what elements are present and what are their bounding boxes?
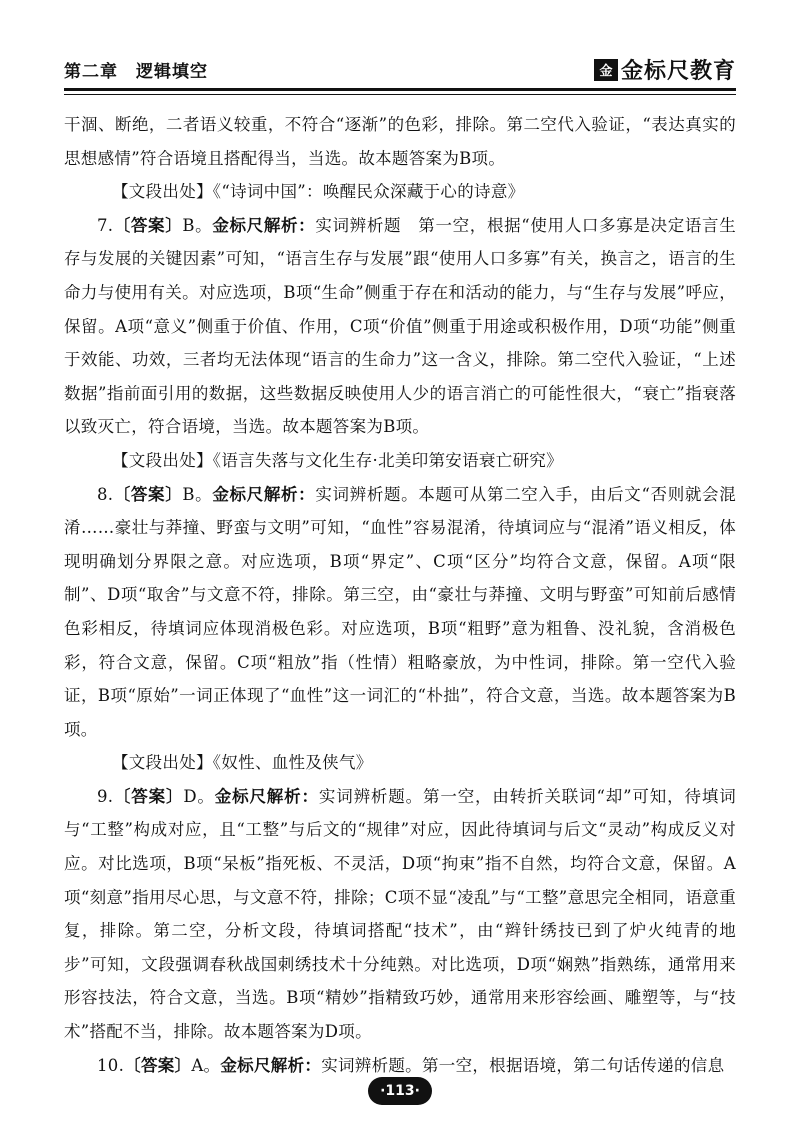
chapter-title: 第二章 逻辑填空 <box>64 62 208 82</box>
answer-9 <box>64 780 736 1049</box>
answer-7 <box>64 209 736 444</box>
analysis-label: 金标尺解析： <box>214 786 319 806</box>
analysis-label: 金标尺解析： <box>220 1055 322 1075</box>
question-number: 8. <box>97 484 114 504</box>
source-citation: 【文段出处】《“诗词中国”：唤醒民众深藏于心的诗意》 <box>112 182 525 202</box>
header-rule-thin <box>64 94 736 95</box>
question-number: 10. <box>97 1055 125 1075</box>
answer-label: 〔答案〕 <box>113 786 184 806</box>
brand-name: 金标尺教育 <box>620 59 736 84</box>
answer-8 <box>64 478 736 747</box>
answer-label: 〔答案〕 <box>113 215 183 235</box>
answer-choice: B。 <box>182 215 213 235</box>
answer-choice: D。 <box>183 786 215 806</box>
analysis-label: 金标尺解析： <box>212 215 316 235</box>
paragraph-continuation: 干涸、断绝，二者语义较重，不符合“逐渐”的色彩，排除。第二空代入验证，“表达真实的思想感情”符合语境且搭配得当，当选。故本题答案为B项。 <box>64 115 736 168</box>
answer-choice: B。 <box>182 484 213 504</box>
analysis-text: 实词辨析题。第一空，由转折关联词“却”可知，待填词与“工整”构成对应，且“工整”与后文的“规律”对应，因此待填词与后文“灵动”构成反义对应。对比选项，B项“呆板”指死板、不灵活，D项“拘束”指不自然，均符合文意，保留。A项“刻意”指用尽心思，与文意不符，排除；C项不显“凌乱”与“工整”意思完全相同，语意重复，排除。第二空，分析文段，待填词搭配“技术”，由“辫针绣技已到了炉火纯青的地步”可知，文段强调春秋战国刺绣技术十分纯熟。对比选项，D项“娴熟”指熟练，通常用来形容技法，符合文意，当选。B项“精妙”指精致巧妙，通常用来形容绘画、雕塑等，与“技术”搭配不当，排除。故本题答案为D项。 <box>64 786 736 1042</box>
analysis-text: 实词辨析题 第一空，根据“使用人口多寡是决定语言生存与发展的关键因素”可知，“语言生存与发展”跟“使用人口多寡”有关，换言之，语言的生命力与使用有关。对应选项，B项“生命”侧重于存在和活动的能力，与“生存与发展”呼应，保留。A项“意义”侧重于价值、作用，C项“价值”侧重于用途或积极作用，D项“功能”侧重于效能、功效，三者均无法体现“语言的生命力”这一含义，排除。第二空代入验证，“上述数据”指前面引用的数据，这些数据反映使用人少的语言消亡的可能性很大，“衰亡”指衰落以致灭亡，符合语境，当选。故本题答案为B项。 <box>64 215 736 437</box>
brand-logo <box>594 54 736 85</box>
page-number: ·113· <box>368 1077 432 1105</box>
analysis-text: 实词辨析题。第一空，根据语境，第二句话传递的信息 <box>321 1055 725 1075</box>
header-rule-thick <box>64 88 736 91</box>
question-number: 9. <box>97 786 114 806</box>
analysis-text: 实词辨析题。本题可从第二空入手，由后文“否则就会混淆……豪壮与莽撞、野蛮与文明”可知，“血性”容易混淆，待填词应与“混淆”语义相反，体现明确划分界限之意。对应选项，B项“界定”、C项“区分”均符合文意，保留。A项“限制”、D项“取舍”与文意不符，排除。第三空，由“豪壮与莽撞、文明与野蛮”可知前后感情色彩相反，待填词应体现消极色彩。对应选项，B项“粗野”意为粗鲁、没礼貌，含消极色彩，符合文意，保留。C项“粗放”指（性情）粗略豪放，为中性词，排除。第一空代入验证，B项“原始”一词正体现了“血性”这一词汇的“朴拙”，符合文意，当选。故本题答案为B项。 <box>64 484 736 739</box>
page-header <box>64 58 736 88</box>
answer-label: 〔答案〕 <box>113 484 183 504</box>
analysis-label: 金标尺解析： <box>212 484 316 504</box>
answer-label: 〔答案〕 <box>124 1055 192 1075</box>
question-number: 7. <box>97 215 114 235</box>
page-body <box>64 108 736 1082</box>
source-citation: 【文段出处】《语言失落与文化生存·北美印第安语衰亡研究》 <box>112 450 563 470</box>
answer-choice: A。 <box>191 1055 221 1075</box>
source-citation: 【文段出处】《奴性、血性及侠气》 <box>112 753 373 773</box>
brand-mark-icon: 金 <box>594 59 618 81</box>
